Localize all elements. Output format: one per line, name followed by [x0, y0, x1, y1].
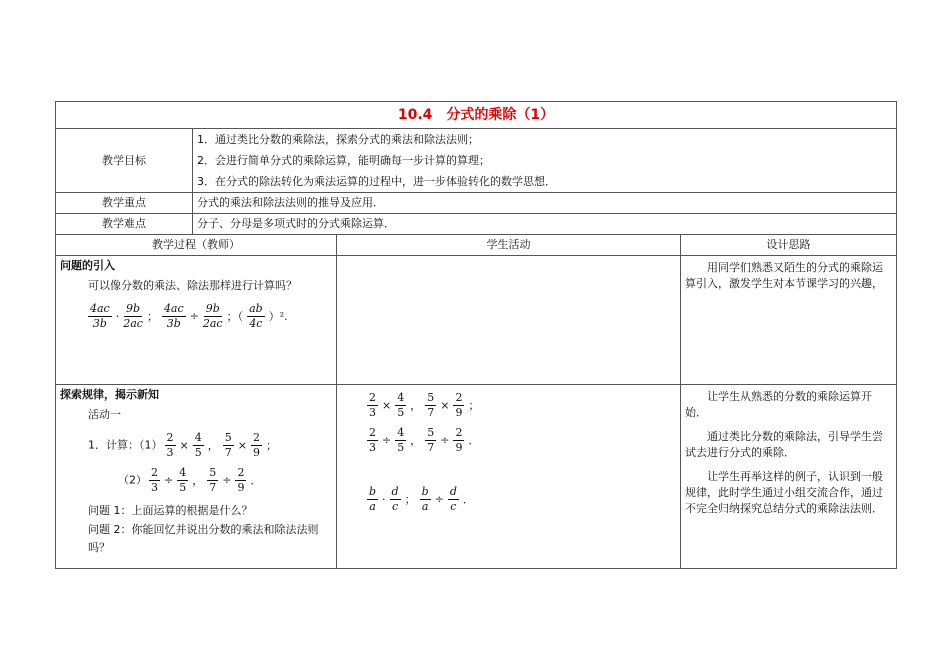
denominator: 5 — [194, 446, 202, 459]
operator: ÷ — [440, 433, 450, 447]
operator: ， — [410, 433, 422, 447]
fraction — [203, 302, 223, 331]
denominator: 2ac — [123, 317, 143, 330]
fraction — [247, 302, 265, 331]
operator: ；（ — [226, 309, 244, 323]
operator: ， — [410, 398, 422, 412]
fraction — [162, 302, 186, 331]
denominator: 3 — [369, 406, 376, 419]
numerator: d — [449, 485, 457, 498]
denominator: 3 — [369, 441, 376, 454]
numerator: 9b — [205, 302, 220, 315]
fraction — [425, 426, 436, 455]
fraction — [453, 426, 464, 455]
question-1: 问题 1：上面运算的根据是什么？ — [88, 504, 253, 517]
section-heading: 探索规律，揭示新知 — [60, 388, 159, 401]
denominator: 3b — [92, 317, 107, 330]
section-heading: 问题的引入 — [60, 259, 115, 272]
goal-item: 2．会进行简单分式的乘除运算，能明确每一步计算的算理； — [197, 154, 490, 167]
fraction — [395, 391, 406, 420]
numerator: 9b — [126, 302, 141, 315]
numerator: 4ac — [163, 302, 184, 315]
fraction — [420, 485, 431, 514]
numerator: 2 — [166, 431, 174, 444]
part2-label: （2） — [118, 473, 147, 487]
difficulty-text: 分子、分母是多项式时的分式乘除运算． — [193, 214, 897, 235]
operator: × — [382, 398, 392, 412]
fraction — [88, 302, 112, 331]
denominator: 9 — [455, 441, 463, 454]
numerator: 4 — [179, 466, 187, 479]
operator: · — [115, 309, 120, 323]
operator: × — [179, 438, 189, 452]
numerator: 4ac — [90, 302, 110, 315]
intro-question: 可以像分数的乘法、除法那样进行计算吗？ — [88, 279, 297, 292]
numerator: 5 — [427, 426, 435, 439]
header-design: 设计思路 — [681, 235, 897, 256]
numerator: 2 — [252, 431, 260, 444]
intro-expression — [60, 302, 332, 331]
fraction — [367, 485, 378, 514]
activity-label: 活动一 — [88, 408, 121, 421]
denominator: 7 — [224, 446, 232, 459]
operator: ； — [404, 492, 416, 506]
denominator: 5 — [397, 406, 405, 419]
lesson-title: 10.4 分式的乘除（1） — [56, 102, 897, 129]
key-label: 教学重点 — [56, 193, 193, 214]
denominator: a — [421, 500, 429, 513]
numerator: 2 — [237, 466, 245, 479]
fraction — [123, 302, 143, 331]
operator: ）². — [268, 309, 288, 323]
operator: · — [382, 492, 386, 506]
fraction — [193, 431, 204, 460]
fraction — [165, 431, 176, 460]
numerator: 4 — [194, 431, 202, 444]
numerator: 2 — [151, 466, 158, 479]
denominator: 3b — [166, 317, 181, 330]
fraction — [453, 391, 464, 420]
operator: ． — [250, 473, 262, 487]
denominator: 5 — [397, 441, 405, 454]
goal-item: 1．通过类比分数的乘除法，探索分式的乘法和除法法则； — [197, 133, 479, 146]
operator: ÷ — [189, 309, 199, 323]
numerator: 2 — [369, 391, 376, 404]
operator: ÷ — [434, 492, 444, 506]
numerator: 2 — [455, 426, 463, 439]
operator: ÷ — [164, 473, 174, 487]
numerator: d — [391, 485, 399, 498]
denominator: 7 — [427, 441, 435, 454]
header-student: 学生活动 — [337, 235, 681, 256]
calc-expression-2 — [147, 466, 263, 494]
operator: ÷ — [382, 433, 392, 447]
denominator: c — [391, 500, 399, 513]
fraction — [177, 466, 188, 495]
denominator: 9 — [455, 406, 463, 419]
question-2: 问题 2：你能回忆并说出分数的乘法和除法法则吗？ — [88, 523, 319, 554]
fraction — [367, 426, 378, 455]
design-note: 通过类比分数的乘除法，引导学生尝试去进行分式的乘除． — [685, 430, 883, 459]
operator: ； — [468, 398, 480, 412]
operator: ． — [468, 433, 480, 447]
denominator: 9 — [237, 481, 245, 494]
student-expression-2 — [365, 426, 676, 455]
operator: ； — [265, 438, 277, 452]
fraction — [235, 466, 246, 495]
design-note: 让学生从熟悉的分数的乘除运算开始． — [685, 390, 872, 419]
denominator: 5 — [179, 481, 187, 494]
design-note: 用同学们熟悉又陌生的分式的乘除运算引入，激发学生对本节课学习的兴趣， — [685, 261, 883, 290]
operator: ． — [462, 492, 474, 506]
key-text: 分式的乘法和除法法则的推导及应用． — [193, 193, 897, 214]
calc-expression-1 — [163, 431, 279, 459]
denominator: 3 — [166, 446, 174, 459]
operator: ， — [192, 473, 204, 487]
fraction — [207, 466, 218, 495]
fraction — [149, 466, 160, 495]
fraction — [448, 485, 459, 514]
operator: × — [440, 398, 450, 412]
numerator: 5 — [224, 431, 232, 444]
numerator: b — [369, 485, 377, 498]
fraction — [390, 485, 401, 514]
fraction — [251, 431, 262, 460]
numerator: 5 — [427, 391, 435, 404]
denominator: a — [369, 500, 376, 513]
denominator: 2ac — [202, 317, 223, 330]
numerator: ab — [249, 302, 263, 315]
denominator: 7 — [427, 406, 435, 419]
fraction — [425, 391, 436, 420]
header-teacher: 教学过程（教师） — [56, 235, 337, 256]
operator: ； — [146, 309, 158, 323]
denominator: 3 — [151, 481, 158, 494]
lesson-plan-table — [55, 101, 897, 569]
numerator: b — [421, 485, 429, 498]
difficulty-label: 教学难点 — [56, 214, 193, 235]
calc-label: 1．计算：（1） — [88, 438, 163, 452]
numerator: 4 — [397, 391, 405, 404]
numerator: 2 — [455, 391, 463, 404]
operator: ， — [207, 438, 219, 452]
denominator: 9 — [252, 446, 260, 459]
denominator: 7 — [209, 481, 217, 494]
numerator: 5 — [209, 466, 217, 479]
goals-label: 教学目标 — [56, 129, 193, 193]
goal-item: 3．在分式的除法转化为乘法运算的过程中，进一步体验转化的数学思想． — [197, 175, 556, 188]
numerator: 4 — [397, 426, 405, 439]
student-expression-1 — [365, 391, 676, 420]
fraction — [223, 431, 234, 460]
operator: × — [237, 438, 247, 452]
operator: ÷ — [222, 473, 232, 487]
fraction — [367, 391, 378, 420]
denominator: 4c — [249, 317, 263, 330]
denominator: c — [450, 500, 457, 513]
fraction — [395, 426, 406, 455]
numerator: 2 — [369, 426, 376, 439]
student-expression-3 — [365, 485, 676, 514]
design-note: 让学生再举这样的例子，认识到一般规律，此时学生通过小组交流合作，通过不完全归纳探究总结分式的乘除法法则． — [685, 470, 883, 515]
